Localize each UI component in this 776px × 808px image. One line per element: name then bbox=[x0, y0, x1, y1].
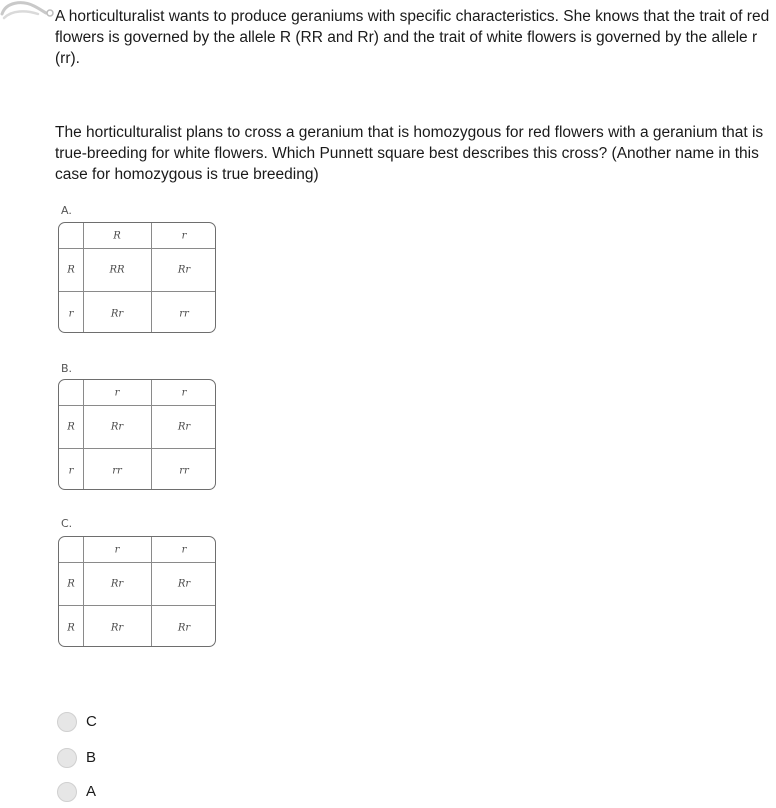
square-c-side-1: R bbox=[67, 578, 75, 590]
punnett-square-c bbox=[58, 536, 216, 647]
square-b-side-2: r bbox=[68, 465, 74, 477]
question-prompt: The horticulturalist plans to cross a geranium that is homozygous for red flowers with a geranium that is true-breeding for white flowers. Which Punnett square best describes this cross? (Another name in this case for homozygous is true breeding) bbox=[55, 124, 764, 183]
square-b-cell-2-2: rr bbox=[179, 465, 189, 477]
radio-button[interactable] bbox=[57, 782, 77, 802]
square-a-cell-1-1: RR bbox=[109, 264, 125, 276]
square-c-cell-2-1: Rr bbox=[110, 622, 124, 634]
square-b-cell-1-1: Rr bbox=[110, 421, 124, 433]
radio-button[interactable] bbox=[57, 712, 77, 732]
square-a-label: A. bbox=[61, 204, 72, 217]
square-a-top-2: r bbox=[181, 230, 187, 242]
choice-label[interactable]: C bbox=[86, 713, 97, 730]
square-a-top-1: R bbox=[113, 230, 121, 242]
question-intro: A horticulturalist wants to produce geraniums with specific characteristics. She knows that the trait of red flowers is governed by the allele R (RR and Rr) and the trait of white flowers is governed by the allele r (rr). bbox=[55, 8, 770, 67]
punnett-square-b bbox=[58, 379, 216, 490]
square-b-label: B. bbox=[61, 362, 73, 375]
choice-label[interactable]: A bbox=[86, 783, 97, 800]
choice-b[interactable] bbox=[57, 747, 137, 769]
choice-label[interactable]: B bbox=[86, 749, 97, 766]
square-b-top-1: r bbox=[114, 387, 120, 399]
square-c-label: C. bbox=[61, 517, 73, 530]
square-a-side-1: R bbox=[67, 264, 75, 276]
corner-logo-icon bbox=[0, 0, 56, 26]
square-c-top-2: r bbox=[181, 544, 187, 556]
square-b-cell-2-1: rr bbox=[112, 465, 122, 477]
square-b-cell-1-2: Rr bbox=[177, 421, 191, 433]
square-c-cell-1-2: Rr bbox=[177, 578, 191, 590]
radio-button[interactable] bbox=[57, 748, 77, 768]
choice-c[interactable] bbox=[57, 711, 137, 733]
punnett-square-a bbox=[58, 222, 216, 333]
square-a-cell-2-2: rr bbox=[179, 308, 189, 320]
square-b-side-1: R bbox=[67, 421, 75, 433]
choice-a[interactable] bbox=[57, 781, 137, 803]
square-a-cell-2-1: Rr bbox=[110, 308, 124, 320]
square-a-side-2: r bbox=[68, 308, 74, 320]
square-c-side-2: R bbox=[67, 622, 75, 634]
square-c-cell-1-1: Rr bbox=[110, 578, 124, 590]
square-a-cell-1-2: Rr bbox=[177, 264, 191, 276]
square-b-top-2: r bbox=[181, 387, 187, 399]
square-c-cell-2-2: Rr bbox=[177, 622, 191, 634]
square-c-top-1: r bbox=[114, 544, 120, 556]
